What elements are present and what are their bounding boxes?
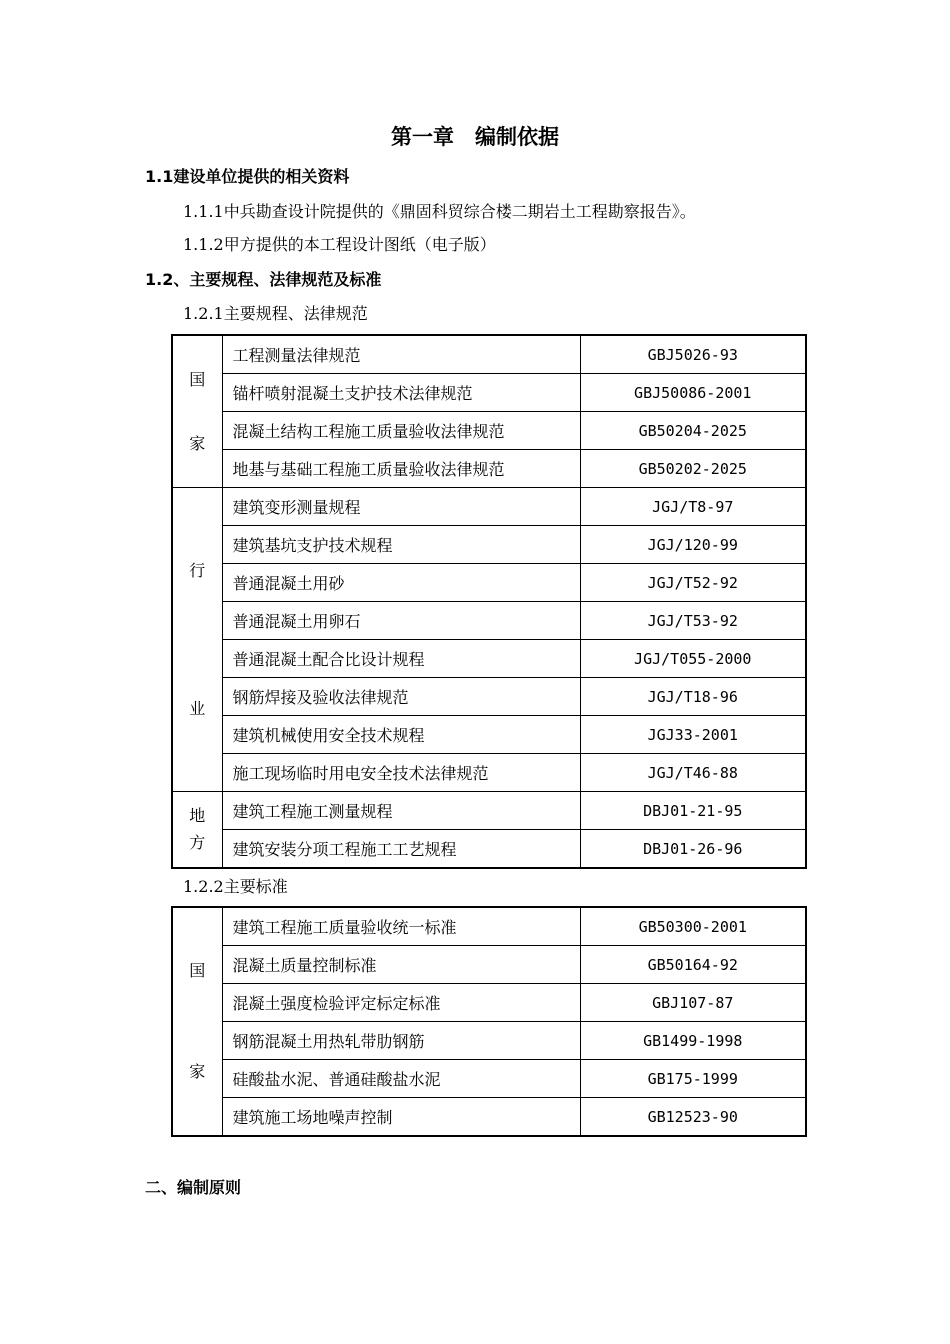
category-char: 行 [189,560,206,580]
category-cell [172,488,222,792]
regulation-name: 混凝土强度检验评定标定标准 [222,984,580,1022]
table-row [172,1098,806,1137]
regulation-code: JGJ/T46-88 [580,754,806,792]
table-row [172,564,806,602]
regulation-name: 地基与基础工程施工质量验收法律规范 [222,450,580,488]
table-row [172,716,806,754]
regulation-name: 建筑变形测量规程 [222,488,580,526]
table-row [172,1060,806,1098]
regulation-name: 建筑机械使用安全技术规程 [222,716,580,754]
regulation-name: 施工现场临时用电安全技术法律规范 [222,754,580,792]
regulation-code: GB175-1999 [580,1060,806,1098]
category-char: 地 [189,806,206,825]
regulation-code: JGJ33-2001 [580,716,806,754]
regulation-code: GB12523-90 [580,1098,806,1137]
table-row [172,678,806,716]
regulation-code: JGJ/T53-92 [580,602,806,640]
table-row [172,907,806,946]
regulation-name: 硅酸盐水泥、普通硅酸盐水泥 [222,1060,580,1098]
regulation-name: 普通混凝土用砂 [222,564,580,602]
item-1-1-2: 1.1.2甲方提供的本工程设计图纸（电子版） [183,235,496,254]
category-cell [172,792,222,869]
regulation-code: GBJ107-87 [580,984,806,1022]
regulation-name: 锚杆喷射混凝土支护技术法律规范 [222,374,580,412]
regulation-name: 建筑施工场地噪声控制 [222,1098,580,1137]
regulation-code: GBJ50086-2001 [580,374,806,412]
category-char: 家 [189,1062,206,1081]
category-cell [172,335,222,488]
regulation-name: 混凝土质量控制标准 [222,946,580,984]
regulation-name: 钢筋混凝土用热轧带肋钢筋 [222,1022,580,1060]
regulation-name: 普通混凝土配合比设计规程 [222,640,580,678]
regulation-code: DBJ01-26-96 [580,830,806,869]
regulation-code: JGJ/T8-97 [580,488,806,526]
section-1-2-heading: 1.2、主要规程、法律规范及标准 [145,270,382,289]
sub-1-2-1-heading: 1.2.1主要规程、法律规范 [183,304,368,323]
section-1-1-heading: 1.1建设单位提供的相关资料 [145,167,350,186]
regulation-code: JGJ/T18-96 [580,678,806,716]
regulation-code: JGJ/T055-2000 [580,640,806,678]
regulation-code: JGJ/120-99 [580,526,806,564]
regulation-name: 普通混凝土用卵石 [222,602,580,640]
regulation-name: 建筑工程施工质量验收统一标准 [222,907,580,946]
regulation-code: GBJ5026-93 [580,335,806,374]
regulations-table [171,334,807,869]
table-row [172,792,806,830]
category-char: 方 [189,833,206,852]
table-row [172,830,806,869]
regulation-name: 钢筋焊接及验收法律规范 [222,678,580,716]
regulation-code: JGJ/T52-92 [580,564,806,602]
sub-1-2-2-heading: 1.2.2主要标准 [183,877,288,896]
category-char: 国 [189,961,206,980]
table-row [172,450,806,488]
regulation-code: GB50300-2001 [580,907,806,946]
regulation-code: GB50204-2025 [580,412,806,450]
regulation-name: 建筑基坑支护技术规程 [222,526,580,564]
table-row [172,374,806,412]
category-cell [172,907,222,1136]
category-char: 国 [189,369,206,389]
category-char: 业 [189,698,206,718]
table-row [172,946,806,984]
category-char: 家 [189,433,206,453]
regulation-code: GB50164-92 [580,946,806,984]
regulation-name: 混凝土结构工程施工质量验收法律规范 [222,412,580,450]
table-row [172,754,806,792]
regulation-name: 建筑工程施工测量规程 [222,792,580,830]
regulation-name: 工程测量法律规范 [222,335,580,374]
table-row [172,488,806,526]
standards-table [171,906,807,1137]
chapter-title: 第一章 编制依据 [391,125,559,149]
table-row [172,335,806,374]
table-row [172,984,806,1022]
regulation-name: 建筑安装分项工程施工工艺规程 [222,830,580,869]
table-row [172,1022,806,1060]
table-row [172,602,806,640]
regulation-code: GB50202-2025 [580,450,806,488]
regulation-code: DBJ01-21-95 [580,792,806,830]
table-row [172,640,806,678]
regulation-code: GB1499-1998 [580,1022,806,1060]
table-row [172,526,806,564]
section-2-heading: 二、编制原则 [145,1178,242,1197]
item-1-1-1: 1.1.1中兵勘查设计院提供的《鼎固科贸综合楼二期岩土工程勘察报告》。 [183,202,696,221]
table-row [172,412,806,450]
